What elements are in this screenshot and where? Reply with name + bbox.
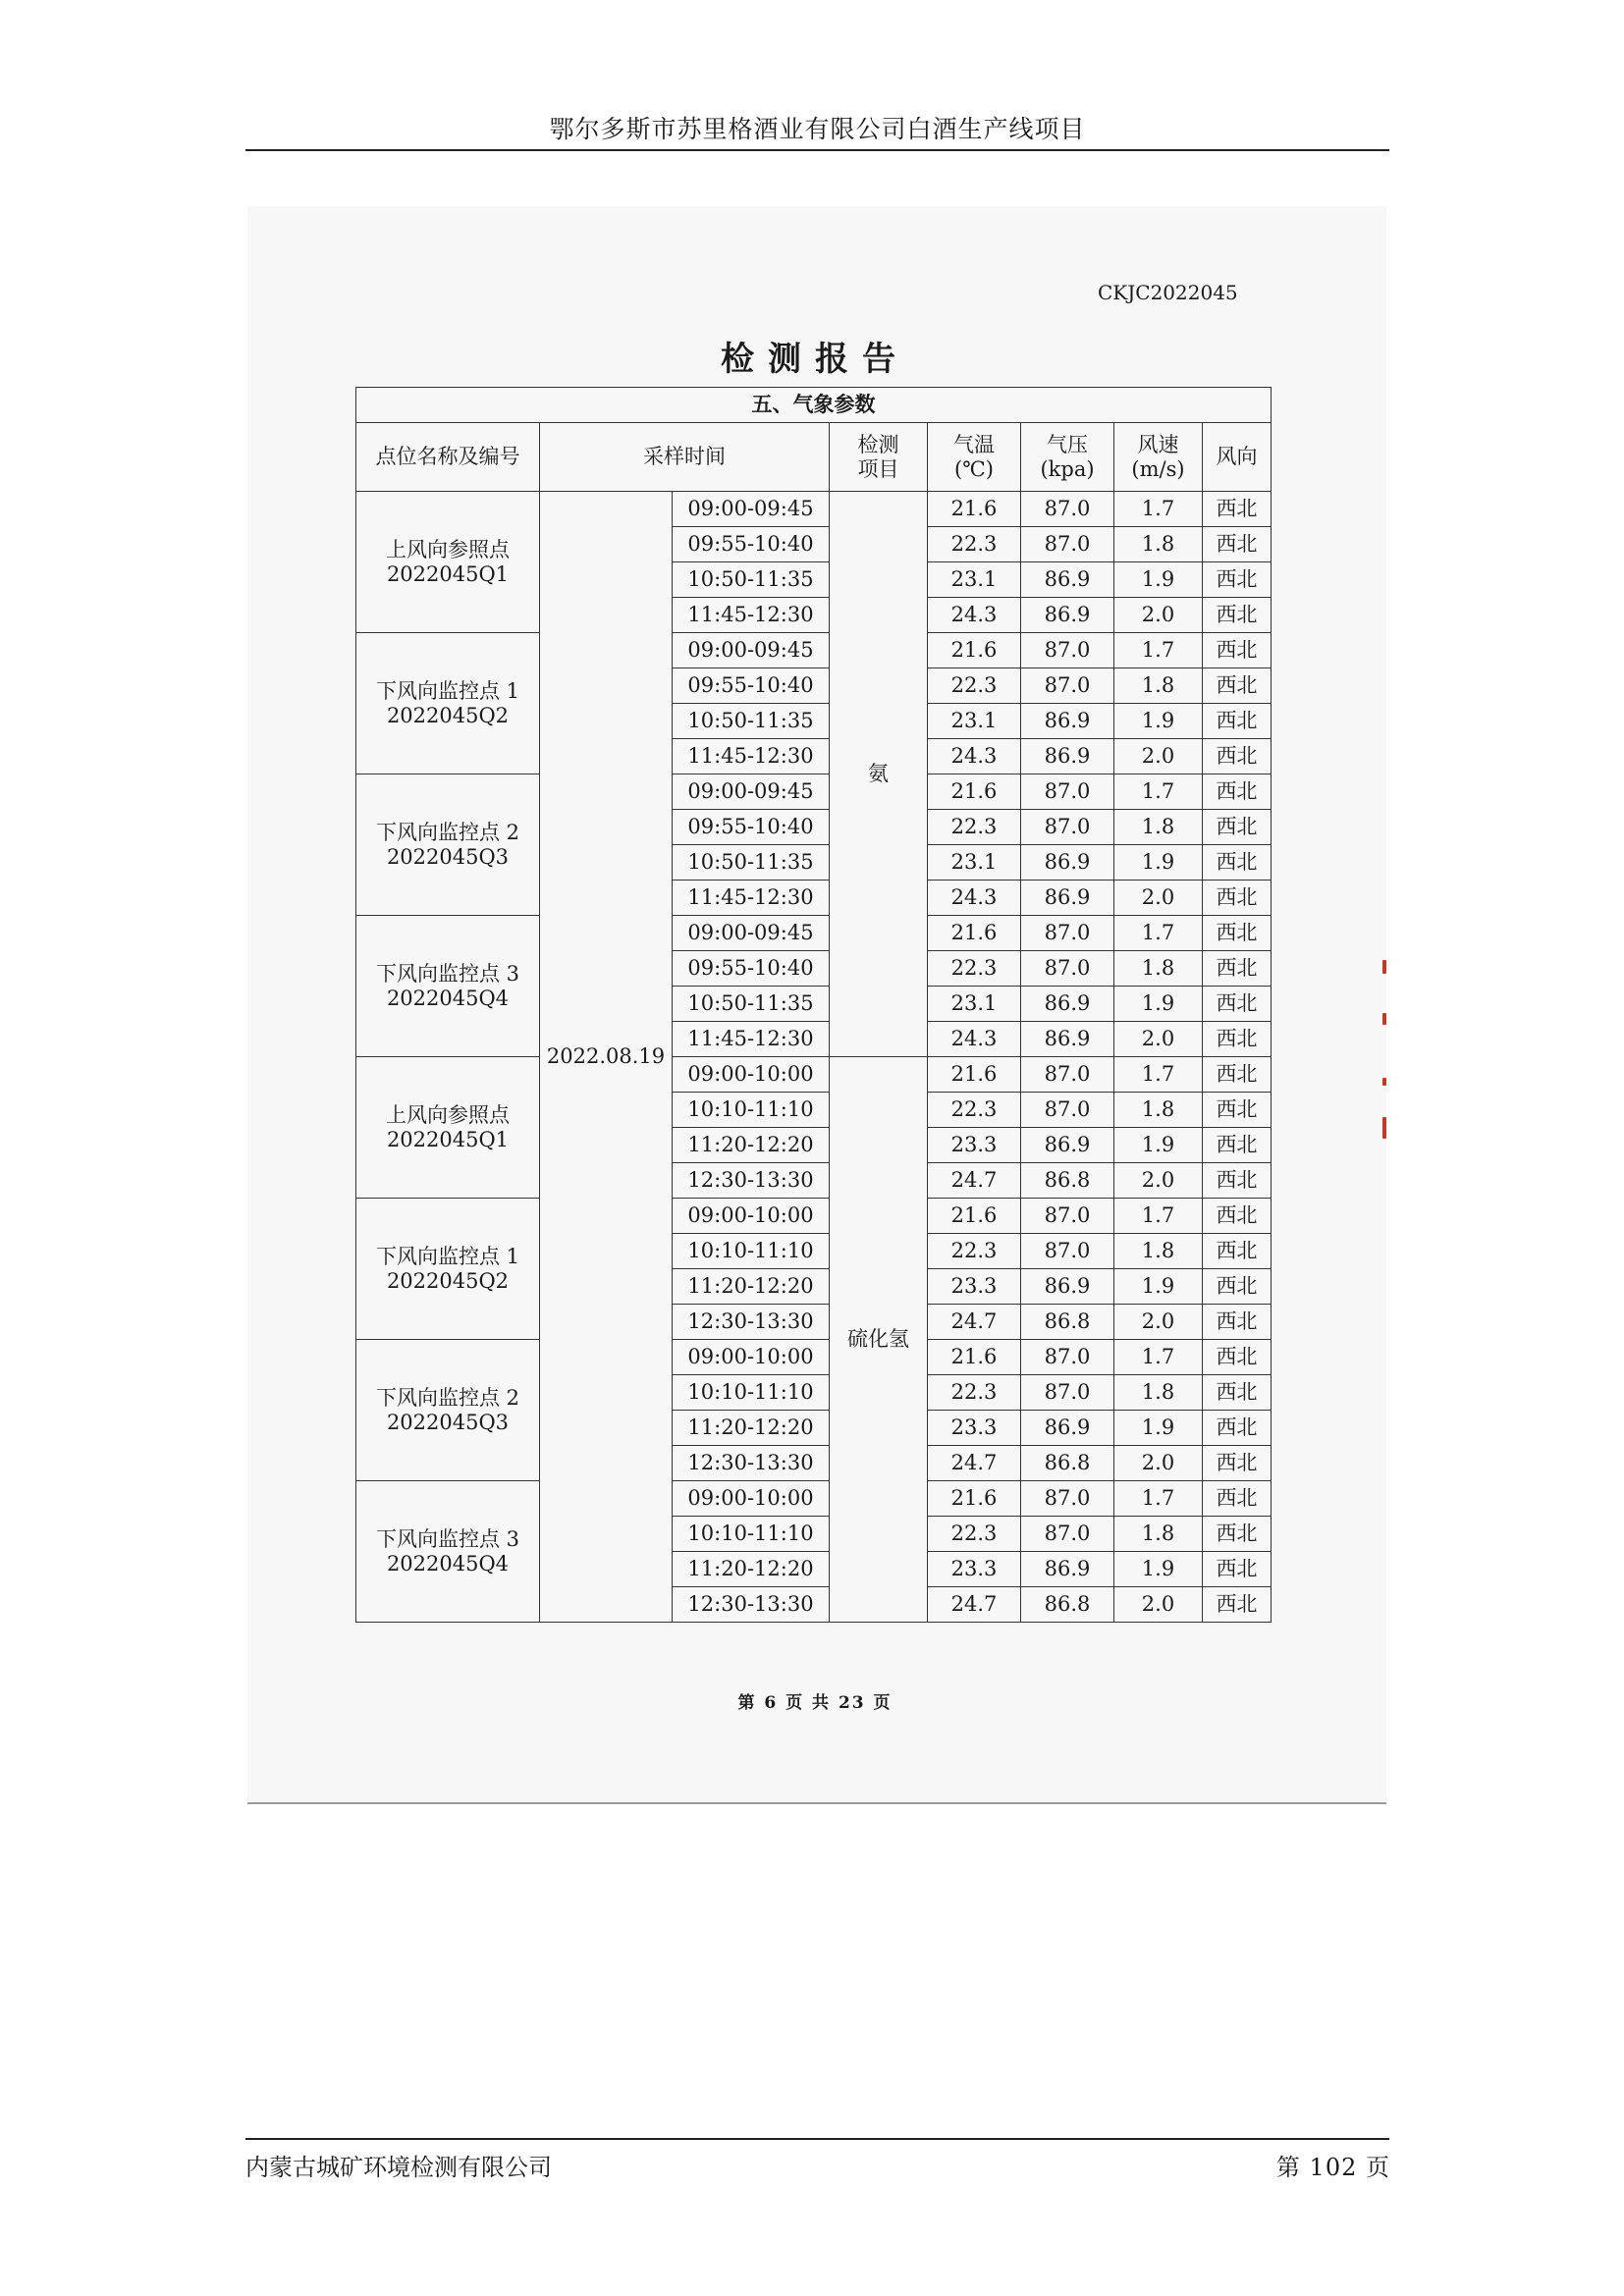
wind-direction-cell: 西北 xyxy=(1203,1552,1272,1587)
pressure-cell: 87.0 xyxy=(1021,633,1114,668)
temperature-cell: 21.6 xyxy=(928,1340,1021,1375)
wind-speed-cell: 1.7 xyxy=(1114,633,1203,668)
sampling-time-cell: 10:10-11:10 xyxy=(673,1234,830,1269)
pressure-cell: 86.9 xyxy=(1021,1269,1114,1305)
pressure-cell: 86.8 xyxy=(1021,1446,1114,1481)
temperature-cell: 23.1 xyxy=(928,987,1021,1022)
wind-speed-cell: 1.7 xyxy=(1114,1199,1203,1234)
report-page-count: 第 6 页 共 23 页 xyxy=(737,1693,893,1713)
sampling-time-cell: 12:30-13:30 xyxy=(673,1587,830,1623)
temperature-cell: 24.3 xyxy=(928,598,1021,633)
sampling-time-cell: 10:50-11:35 xyxy=(673,987,830,1022)
wind-direction-cell: 西北 xyxy=(1203,527,1272,562)
wind-speed-cell: 1.7 xyxy=(1114,1057,1203,1093)
point-name-cell: 下风向监控点 2 2022045Q3 xyxy=(356,1340,540,1481)
temperature-cell: 22.3 xyxy=(928,1375,1021,1411)
temperature-cell: 24.3 xyxy=(928,1022,1021,1057)
wind-speed-cell: 1.7 xyxy=(1114,774,1203,810)
wind-speed-cell: 1.9 xyxy=(1114,1128,1203,1163)
wind-direction-cell: 西北 xyxy=(1203,1093,1272,1128)
temperature-cell: 21.6 xyxy=(928,916,1021,951)
pressure-cell: 87.0 xyxy=(1021,1517,1114,1552)
point-name-cell: 下风向监控点 3 2022045Q4 xyxy=(356,916,540,1057)
sampling-time-cell: 09:00-09:45 xyxy=(673,492,830,527)
temperature-cell: 23.1 xyxy=(928,562,1021,598)
sampling-time-cell: 09:00-09:45 xyxy=(673,774,830,810)
wind-direction-cell: 西北 xyxy=(1203,633,1272,668)
wind-direction-cell: 西北 xyxy=(1203,739,1272,774)
wind-direction-cell: 西北 xyxy=(1203,774,1272,810)
wind-speed-cell: 1.8 xyxy=(1114,1234,1203,1269)
temperature-cell: 21.6 xyxy=(928,774,1021,810)
pressure-cell: 86.8 xyxy=(1021,1587,1114,1623)
pressure-cell: 86.9 xyxy=(1021,598,1114,633)
pressure-cell: 86.9 xyxy=(1021,1022,1114,1057)
sampling-time-cell: 12:30-13:30 xyxy=(673,1446,830,1481)
sampling-time-cell: 09:00-09:45 xyxy=(673,633,830,668)
point-name-cell: 下风向监控点 2 2022045Q3 xyxy=(356,774,540,916)
temperature-cell: 22.3 xyxy=(928,527,1021,562)
sampling-time-cell: 09:00-10:00 xyxy=(673,1057,830,1093)
sampling-time-cell: 11:45-12:30 xyxy=(673,881,830,916)
wind-speed-cell: 2.0 xyxy=(1114,1587,1203,1623)
pressure-cell: 86.9 xyxy=(1021,1411,1114,1446)
temperature-cell: 22.3 xyxy=(928,1517,1021,1552)
wind-speed-cell: 2.0 xyxy=(1114,1305,1203,1340)
pressure-cell: 86.8 xyxy=(1021,1305,1114,1340)
wind-speed-cell: 2.0 xyxy=(1114,1446,1203,1481)
temperature-cell: 22.3 xyxy=(928,668,1021,704)
point-name-cell: 下风向监控点 1 2022045Q2 xyxy=(356,1199,540,1340)
temperature-cell: 21.6 xyxy=(928,633,1021,668)
temperature-cell: 22.3 xyxy=(928,1093,1021,1128)
pressure-cell: 86.8 xyxy=(1021,1163,1114,1199)
pressure-cell: 86.9 xyxy=(1021,845,1114,881)
col-header-pressure: 气压 (kpa) xyxy=(1021,423,1114,492)
footer-rule xyxy=(245,2138,1389,2140)
wind-direction-cell: 西北 xyxy=(1203,1587,1272,1623)
wind-direction-cell: 西北 xyxy=(1203,1517,1272,1552)
pressure-cell: 87.0 xyxy=(1021,1199,1114,1234)
wind-speed-cell: 1.7 xyxy=(1114,1340,1203,1375)
sampling-time-cell: 11:20-12:20 xyxy=(673,1269,830,1305)
wind-speed-cell: 1.9 xyxy=(1114,704,1203,739)
wind-speed-cell: 1.8 xyxy=(1114,1375,1203,1411)
table-row xyxy=(356,633,1272,668)
sampling-time-cell: 11:45-12:30 xyxy=(673,598,830,633)
stamp-edge-mark xyxy=(1382,1013,1386,1025)
wind-direction-cell: 西北 xyxy=(1203,598,1272,633)
point-name-cell: 下风向监控点 1 2022045Q2 xyxy=(356,633,540,774)
pressure-cell: 87.0 xyxy=(1021,1093,1114,1128)
wind-speed-cell: 1.9 xyxy=(1114,845,1203,881)
wind-direction-cell: 西北 xyxy=(1203,1022,1272,1057)
wind-direction-cell: 西北 xyxy=(1203,668,1272,704)
sampling-time-cell: 11:45-12:30 xyxy=(673,1022,830,1057)
pressure-cell: 87.0 xyxy=(1021,527,1114,562)
wind-speed-cell: 2.0 xyxy=(1114,1022,1203,1057)
wind-speed-cell: 2.0 xyxy=(1114,1163,1203,1199)
wind-direction-cell: 西北 xyxy=(1203,1163,1272,1199)
table-row xyxy=(356,774,1272,810)
pressure-cell: 87.0 xyxy=(1021,1340,1114,1375)
sampling-time-cell: 11:20-12:20 xyxy=(673,1552,830,1587)
wind-direction-cell: 西北 xyxy=(1203,1446,1272,1481)
sampling-time-cell: 10:10-11:10 xyxy=(673,1375,830,1411)
temperature-cell: 23.1 xyxy=(928,845,1021,881)
sampling-time-cell: 09:00-10:00 xyxy=(673,1340,830,1375)
sampling-time-cell: 11:45-12:30 xyxy=(673,739,830,774)
table-row xyxy=(356,1199,1272,1234)
test-item-cell: 硫化氢 xyxy=(830,1057,928,1623)
header-rule xyxy=(245,149,1389,151)
wind-speed-cell: 1.7 xyxy=(1114,916,1203,951)
point-name-cell: 上风向参照点 2022045Q1 xyxy=(356,492,540,633)
wind-speed-cell: 1.8 xyxy=(1114,810,1203,845)
pressure-cell: 86.9 xyxy=(1021,739,1114,774)
wind-direction-cell: 西北 xyxy=(1203,1057,1272,1093)
table-row xyxy=(356,916,1272,951)
temperature-cell: 24.3 xyxy=(928,881,1021,916)
sampling-time-cell: 09:55-10:40 xyxy=(673,527,830,562)
wind-direction-cell: 西北 xyxy=(1203,1340,1272,1375)
test-item-cell: 氨 xyxy=(830,492,928,1057)
sampling-time-cell: 12:30-13:30 xyxy=(673,1163,830,1199)
temperature-cell: 24.7 xyxy=(928,1446,1021,1481)
temperature-cell: 23.3 xyxy=(928,1411,1021,1446)
temperature-cell: 24.7 xyxy=(928,1163,1021,1199)
sampling-time-cell: 09:00-10:00 xyxy=(673,1481,830,1517)
table-row xyxy=(356,1481,1272,1517)
temperature-cell: 22.3 xyxy=(928,1234,1021,1269)
wind-speed-cell: 2.0 xyxy=(1114,598,1203,633)
temperature-cell: 22.3 xyxy=(928,951,1021,987)
stamp-edge-mark xyxy=(1382,960,1386,974)
col-header-item: 检测 项目 xyxy=(830,423,928,492)
pressure-cell: 87.0 xyxy=(1021,810,1114,845)
wind-speed-cell: 1.8 xyxy=(1114,951,1203,987)
footer-company: 内蒙古城矿环境检测有限公司 xyxy=(245,2154,552,2181)
wind-direction-cell: 西北 xyxy=(1203,987,1272,1022)
sampling-time-cell: 10:50-11:35 xyxy=(673,562,830,598)
wind-speed-cell: 1.7 xyxy=(1114,1481,1203,1517)
wind-speed-cell: 1.8 xyxy=(1114,527,1203,562)
wind-direction-cell: 西北 xyxy=(1203,1128,1272,1163)
pressure-cell: 86.9 xyxy=(1021,881,1114,916)
sampling-time-cell: 09:55-10:40 xyxy=(673,810,830,845)
wind-direction-cell: 西北 xyxy=(1203,1481,1272,1517)
temperature-cell: 22.3 xyxy=(928,810,1021,845)
wind-speed-cell: 2.0 xyxy=(1114,881,1203,916)
sampling-time-cell: 10:10-11:10 xyxy=(673,1093,830,1128)
pressure-cell: 86.9 xyxy=(1021,704,1114,739)
wind-speed-cell: 1.9 xyxy=(1114,1552,1203,1587)
temperature-cell: 24.7 xyxy=(928,1305,1021,1340)
temperature-cell: 24.7 xyxy=(928,1587,1021,1623)
sampling-time-cell: 11:20-12:20 xyxy=(673,1411,830,1446)
sampling-time-cell: 11:20-12:20 xyxy=(673,1128,830,1163)
wind-direction-cell: 西北 xyxy=(1203,916,1272,951)
point-name-cell: 上风向参照点 2022045Q1 xyxy=(356,1057,540,1199)
temperature-cell: 21.6 xyxy=(928,1199,1021,1234)
stamp-edge-mark xyxy=(1382,1117,1386,1139)
sampling-time-cell: 09:00-10:00 xyxy=(673,1199,830,1234)
col-header-point: 点位名称及编号 xyxy=(356,423,540,492)
wind-direction-cell: 西北 xyxy=(1203,1411,1272,1446)
meteorological-table xyxy=(355,387,1272,1623)
stamp-edge-mark xyxy=(1382,1078,1386,1086)
pressure-cell: 87.0 xyxy=(1021,1057,1114,1093)
sampling-date-cell: 2022.08.19 xyxy=(540,492,673,1623)
sampling-time-cell: 10:50-11:35 xyxy=(673,704,830,739)
table-row xyxy=(356,1057,1272,1093)
wind-speed-cell: 1.8 xyxy=(1114,1517,1203,1552)
footer-page-number: 第 102 页 xyxy=(1275,2154,1390,2181)
table-row xyxy=(356,492,1272,527)
col-header-wind-direction: 风向 xyxy=(1203,423,1272,492)
sampling-time-cell: 09:55-10:40 xyxy=(673,668,830,704)
pressure-cell: 86.9 xyxy=(1021,562,1114,598)
table-row xyxy=(356,1340,1272,1375)
pressure-cell: 87.0 xyxy=(1021,1234,1114,1269)
wind-speed-cell: 1.9 xyxy=(1114,987,1203,1022)
pressure-cell: 87.0 xyxy=(1021,1481,1114,1517)
pressure-cell: 86.9 xyxy=(1021,1552,1114,1587)
sampling-time-cell: 09:55-10:40 xyxy=(673,951,830,987)
wind-direction-cell: 西北 xyxy=(1203,1199,1272,1234)
wind-direction-cell: 西北 xyxy=(1203,704,1272,739)
sampling-time-cell: 10:50-11:35 xyxy=(673,845,830,881)
sampling-time-cell: 09:00-09:45 xyxy=(673,916,830,951)
report-number: CKJC2022045 xyxy=(1098,281,1238,304)
pressure-cell: 87.0 xyxy=(1021,1375,1114,1411)
pressure-cell: 87.0 xyxy=(1021,916,1114,951)
point-name-cell: 下风向监控点 3 2022045Q4 xyxy=(356,1481,540,1623)
temperature-cell: 23.1 xyxy=(928,704,1021,739)
wind-speed-cell: 1.9 xyxy=(1114,1411,1203,1446)
report-title: 检测报告 xyxy=(721,340,909,379)
pressure-cell: 87.0 xyxy=(1021,492,1114,527)
wind-direction-cell: 西北 xyxy=(1203,1375,1272,1411)
wind-direction-cell: 西北 xyxy=(1203,845,1272,881)
pressure-cell: 86.9 xyxy=(1021,1128,1114,1163)
wind-direction-cell: 西北 xyxy=(1203,492,1272,527)
col-header-wind-speed: 风速 (m/s) xyxy=(1114,423,1203,492)
temperature-cell: 23.3 xyxy=(928,1128,1021,1163)
wind-direction-cell: 西北 xyxy=(1203,562,1272,598)
wind-direction-cell: 西北 xyxy=(1203,1234,1272,1269)
temperature-cell: 24.3 xyxy=(928,739,1021,774)
wind-speed-cell: 1.8 xyxy=(1114,668,1203,704)
section-title: 五、气象参数 xyxy=(356,388,1272,423)
wind-speed-cell: 1.8 xyxy=(1114,1093,1203,1128)
col-header-temp: 气温 (℃) xyxy=(928,423,1021,492)
temperature-cell: 21.6 xyxy=(928,1481,1021,1517)
wind-direction-cell: 西北 xyxy=(1203,951,1272,987)
temperature-cell: 21.6 xyxy=(928,492,1021,527)
temperature-cell: 23.3 xyxy=(928,1269,1021,1305)
sampling-time-cell: 10:10-11:10 xyxy=(673,1517,830,1552)
pressure-cell: 86.9 xyxy=(1021,987,1114,1022)
wind-speed-cell: 1.7 xyxy=(1114,492,1203,527)
pressure-cell: 87.0 xyxy=(1021,668,1114,704)
wind-direction-cell: 西北 xyxy=(1203,1305,1272,1340)
pressure-cell: 87.0 xyxy=(1021,774,1114,810)
temperature-cell: 21.6 xyxy=(928,1057,1021,1093)
wind-direction-cell: 西北 xyxy=(1203,881,1272,916)
col-header-time: 采样时间 xyxy=(540,423,830,492)
wind-direction-cell: 西北 xyxy=(1203,1269,1272,1305)
page-header-title: 鄂尔多斯市苏里格酒业有限公司白酒生产线项目 xyxy=(549,115,1086,143)
wind-speed-cell: 1.9 xyxy=(1114,1269,1203,1305)
wind-speed-cell: 1.9 xyxy=(1114,562,1203,598)
wind-speed-cell: 2.0 xyxy=(1114,739,1203,774)
sampling-time-cell: 12:30-13:30 xyxy=(673,1305,830,1340)
wind-direction-cell: 西北 xyxy=(1203,810,1272,845)
scan-bottom-edge xyxy=(247,1802,1386,1804)
temperature-cell: 23.3 xyxy=(928,1552,1021,1587)
pressure-cell: 87.0 xyxy=(1021,951,1114,987)
